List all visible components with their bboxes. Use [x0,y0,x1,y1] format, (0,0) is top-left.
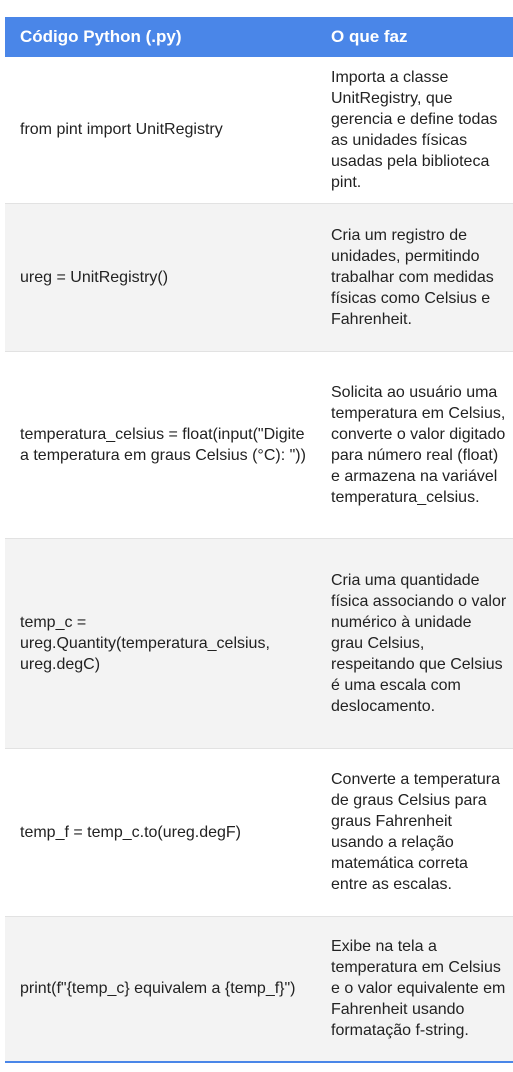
description-cell: Cria um registro de unidades, permitindo trabalhar com medidas físicas como Celsius e Fahrenheit. [331,226,494,328]
table-row [5,351,513,538]
code-cell: temp_c = ureg.Quantity(temperatura_celsius, ureg.degC) [20,613,270,673]
code-cell: temp_f = temp_c.to(ureg.degF) [20,823,241,841]
table-row [5,748,513,916]
table-row [5,538,513,748]
description-cell: Exibe na tela a temperatura em Celsius e o valor equivalente em Fahrenheit usando formatação f-string. [331,938,506,1040]
description-cell: Converte a temperatura de graus Celsius para graus Fahrenheit usando a relação matemática correta entre as escalas. [331,771,500,893]
table-row [5,916,513,1062]
python-code-table-container [5,17,513,1063]
code-cell: from pint import UnitRegistry [20,121,223,139]
code-cell: temperatura_celsius = float(input("Digite a temperatura em graus Celsius (°C): ")) [20,425,306,464]
python-code-table [5,17,513,1063]
code-cell: ureg = UnitRegistry() [20,268,169,286]
table-row [5,57,513,203]
table-row [5,203,513,351]
description-cell: Solicita ao usuário uma temperatura em Celsius, converte o valor digitado para número real (float) e armazena na variável temperatura_celsius. [331,383,506,506]
header-code: Código Python (.py) [5,17,316,57]
description-cell: Importa a classe UnitRegistry, que gerencia e define todas as unidades físicas usadas pela biblioteca pint. [331,68,498,191]
code-cell: print(f"{temp_c} equivalem a {temp_f}") [20,980,296,998]
header-description: O que faz [316,17,513,57]
description-cell: Cria uma quantidade física associando o valor numérico à unidade grau Celsius, respeitando que Celsius é uma escala com deslocamento. [331,571,507,715]
table-header-row [5,17,513,57]
